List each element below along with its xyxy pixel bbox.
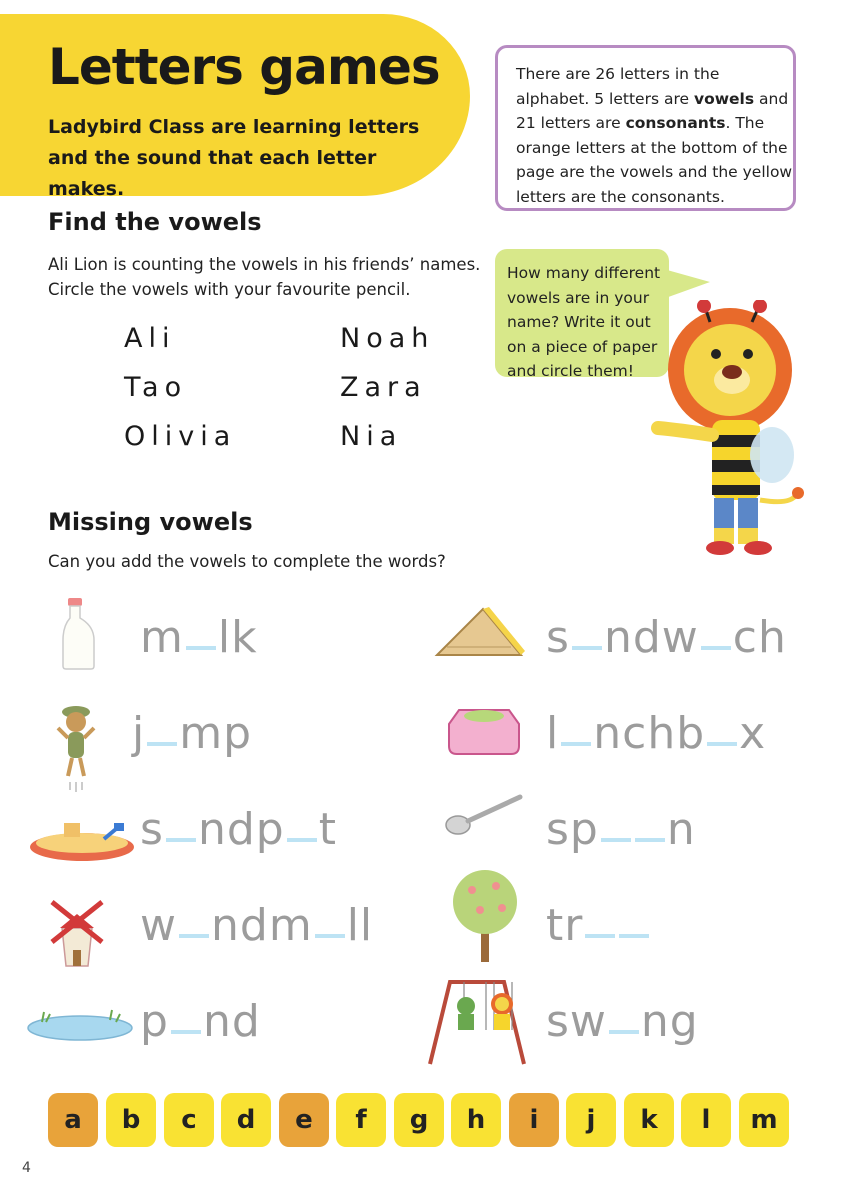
- speech-bubble: How many different vowels are in your name? Write it out on a piece of paper and circle them!: [495, 249, 669, 377]
- friend-name[interactable]: Tao: [124, 372, 188, 403]
- spoon-icon: [444, 793, 524, 841]
- letter-tile-consonant: b: [106, 1093, 156, 1147]
- vowel-blank[interactable]: [147, 742, 177, 746]
- missing-word[interactable]: sw ng: [546, 996, 699, 1047]
- sandwich-icon: [433, 605, 525, 661]
- find-vowels-heading: Find the vowels: [48, 208, 262, 236]
- letter-tile-consonant: h: [451, 1093, 501, 1147]
- page-title: Letters games: [48, 38, 440, 96]
- letter-tile-consonant: c: [164, 1093, 214, 1147]
- vowel-blank[interactable]: [601, 838, 631, 842]
- vowel-blank[interactable]: [707, 742, 737, 746]
- find-vowels-line-1: Ali Lion is counting the vowels in his friends’ names.: [48, 255, 481, 274]
- friend-name[interactable]: Ali: [124, 323, 176, 354]
- missing-word[interactable]: s ndp t: [140, 804, 337, 855]
- jumping-meerkat-icon: [56, 698, 96, 794]
- missing-word[interactable]: tr: [546, 900, 651, 951]
- vowel-blank[interactable]: [166, 838, 196, 842]
- letter-tile-vowel: a: [48, 1093, 98, 1147]
- milk-bottle-icon: [62, 598, 98, 670]
- missing-word[interactable]: sp n: [546, 804, 696, 855]
- missing-word[interactable]: w ndm ll: [140, 900, 374, 951]
- letter-tile-consonant: f: [336, 1093, 386, 1147]
- letter-tile-vowel: i: [509, 1093, 559, 1147]
- missing-word[interactable]: l nchb x: [546, 708, 767, 759]
- letter-tile-consonant: m: [739, 1093, 789, 1147]
- lunchbox-icon: [445, 702, 523, 758]
- letter-tile-consonant: d: [221, 1093, 271, 1147]
- page-number: 4: [22, 1160, 31, 1176]
- swing-icon: [424, 976, 528, 1066]
- lion-character-icon: [650, 300, 810, 560]
- windmill-icon: [48, 898, 106, 968]
- vowel-blank[interactable]: [585, 934, 615, 938]
- missing-word[interactable]: m lk: [140, 612, 258, 663]
- missing-word[interactable]: s ndw ch: [546, 612, 787, 663]
- find-vowels-line-2: Circle the vowels with your favourite pencil.: [48, 280, 411, 299]
- friend-name[interactable]: Nia: [340, 421, 403, 452]
- letter-tile-consonant: l: [681, 1093, 731, 1147]
- friend-name[interactable]: Olivia: [124, 421, 237, 452]
- pond-icon: [24, 1008, 136, 1044]
- vowel-blank[interactable]: [287, 838, 317, 842]
- missing-word[interactable]: j mp: [132, 708, 253, 759]
- letter-tile-consonant: k: [624, 1093, 674, 1147]
- intro-text: Ladybird Class are learning letters and the sound that each letter makes.: [48, 116, 420, 200]
- missing-word[interactable]: p nd: [140, 996, 261, 1047]
- info-text-2: and 21 letters are: [516, 89, 789, 132]
- vowel-blank[interactable]: [619, 934, 649, 938]
- info-bold-vowels: vowels: [693, 89, 755, 108]
- info-text-1: There are 26 letters in the alphabet. 5 letters are: [516, 65, 720, 108]
- letter-tile-consonant: g: [394, 1093, 444, 1147]
- info-box: [495, 45, 796, 211]
- sandpit-icon: [28, 815, 140, 863]
- vowel-blank[interactable]: [635, 838, 665, 842]
- vowel-blank[interactable]: [701, 646, 731, 650]
- tree-icon: [450, 868, 520, 964]
- info-bold-consonants: consonants: [625, 114, 726, 132]
- vowel-blank[interactable]: [171, 1030, 201, 1034]
- vowel-blank[interactable]: [572, 646, 602, 650]
- vowel-blank[interactable]: [315, 934, 345, 938]
- friend-name[interactable]: Zara: [340, 372, 427, 403]
- missing-vowels-prompt: Can you add the vowels to complete the words?: [48, 552, 446, 571]
- letter-tile-consonant: j: [566, 1093, 616, 1147]
- vowel-blank[interactable]: [561, 742, 591, 746]
- friend-name[interactable]: Noah: [340, 323, 435, 354]
- letter-tile-vowel: e: [279, 1093, 329, 1147]
- vowel-blank[interactable]: [186, 646, 216, 650]
- info-text-3: . The orange letters at the bottom of the page are the vowels and the yellow letters are the consonants.: [516, 114, 793, 206]
- vowel-blank[interactable]: [609, 1030, 639, 1034]
- missing-vowels-heading: Missing vowels: [48, 508, 253, 536]
- vowel-blank[interactable]: [179, 934, 209, 938]
